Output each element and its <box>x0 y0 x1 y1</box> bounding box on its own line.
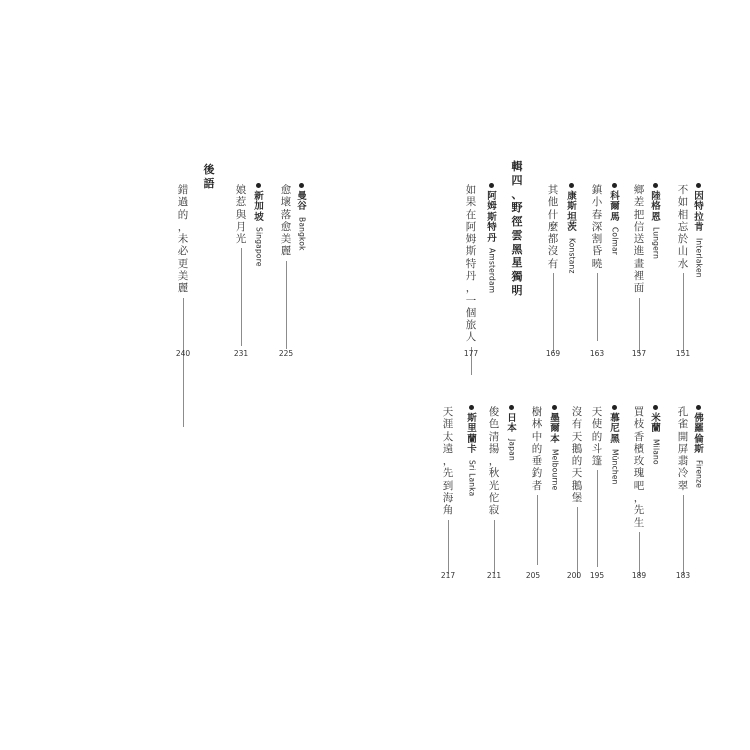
bullet-icon <box>696 405 701 410</box>
afterword-title: 後 語 <box>203 163 215 190</box>
toc-line-konstanz <box>545 184 561 353</box>
place-roman: München <box>610 449 620 485</box>
toc-entry-title: 錯 過 的 ， 未 必 更 美 麗 <box>177 184 189 295</box>
leader-rule <box>183 298 184 427</box>
toc-entry-title: 天 使 的 斗 篷 <box>591 406 603 468</box>
bullet-icon <box>612 405 617 410</box>
bullet-icon <box>256 183 261 188</box>
toc-entry-interlaken <box>691 183 707 277</box>
leader-rule <box>494 520 495 574</box>
toc-line-singapore <box>233 184 249 346</box>
page-number: 217 <box>440 571 456 580</box>
part4-heading-col <box>509 160 525 298</box>
page-number: 157 <box>631 349 647 358</box>
toc-line-srilanka <box>440 406 456 574</box>
leader-rule <box>448 520 449 574</box>
place-name: 墨 爾 本 <box>550 405 560 445</box>
place-roman: Melbourne <box>550 449 560 491</box>
toc-entry-title: 鎮 小 春 深 割 昏 曉 <box>591 184 603 270</box>
afterword-text-col <box>175 184 191 427</box>
toc-entry-title: 沒 有 天 鵝 的 天 鵝 堡 <box>571 406 583 504</box>
toc-entry-title: 愈 壞 落 愈 美 麗 <box>280 184 292 258</box>
page-number: 195 <box>589 571 605 580</box>
page-number: 205 <box>525 571 541 580</box>
toc-entry-konstanz <box>564 183 580 273</box>
toc-line-munchen-2 <box>569 406 585 578</box>
page-number: 200 <box>566 571 582 580</box>
toc-entry-title: 不 如 相 忘 於 山 水 <box>677 184 689 270</box>
toc-entry-title: 如 果 在 阿 姆 斯 特 丹 ， 一 個 旅 人 <box>465 184 477 344</box>
place-roman: Singapore <box>254 227 264 267</box>
toc-entry-bangkok <box>294 183 310 251</box>
toc-entry-title: 樹 林 中 的 垂 釣 者 <box>531 406 543 492</box>
bullet-icon <box>653 405 658 410</box>
place-name: 日 本 <box>507 405 517 435</box>
toc-entry-title: 買 枝 香 檳 玫 瑰 吧 ， 先 生 <box>633 406 645 529</box>
bullet-icon <box>569 183 574 188</box>
toc-entry-colmar <box>607 183 623 255</box>
toc-entry-japan <box>504 405 520 461</box>
toc-entry-munchen <box>607 405 623 485</box>
page-number: 177 <box>463 349 479 358</box>
toc-entry-title: 鄉 差 把 信 送 進 畫 裡 面 <box>633 184 645 295</box>
page-number: 231 <box>233 349 249 358</box>
page-number: 211 <box>486 571 502 580</box>
bullet-icon <box>653 183 658 188</box>
place-name: 佛 羅 倫 斯 <box>694 405 704 456</box>
toc-entry-milano <box>648 405 664 465</box>
toc-line-milano <box>631 406 647 576</box>
bullet-icon <box>612 183 617 188</box>
leader-rule <box>683 495 684 575</box>
toc-entry-title: 天 涯 太 遠 ， 先 到 海 角 <box>442 406 454 517</box>
page-number: 183 <box>675 571 691 580</box>
toc-line-munchen-1 <box>589 406 605 567</box>
place-name: 慕 尼 黑 <box>610 405 620 445</box>
toc-line-interlaken <box>675 184 691 352</box>
place-name: 康 斯 坦 茨 <box>567 183 577 234</box>
place-name: 陸 格 恩 <box>651 183 661 223</box>
toc-line-firenze <box>675 406 691 575</box>
place-roman: Milano <box>651 438 661 465</box>
toc-entry-title: 其 他 什 麼 都 沒 有 <box>547 184 559 270</box>
toc-entry-title: 俊 色 清 揚 ， 秋 光 佗 寂 <box>488 406 500 517</box>
bullet-icon <box>299 183 304 188</box>
page-number: 240 <box>175 349 191 358</box>
toc-entry-firenze <box>691 405 707 488</box>
bullet-icon <box>489 183 494 188</box>
place-roman: Amsterdam <box>487 248 497 294</box>
bullet-icon <box>509 405 514 410</box>
leader-rule <box>683 273 684 352</box>
place-roman: Japan <box>507 438 517 461</box>
place-roman: Sri Lanka <box>467 459 477 497</box>
toc-entry-title: 孔 雀 開 屏 翡 冷 翠 <box>677 406 689 492</box>
toc-line-japan <box>486 406 502 574</box>
leader-rule <box>639 298 640 354</box>
toc-line-colmar <box>589 184 605 341</box>
place-roman: Firenze <box>694 459 704 488</box>
leader-rule <box>553 273 554 353</box>
page-number: 225 <box>278 349 294 358</box>
leader-rule <box>537 495 538 565</box>
toc-line-bangkok <box>278 184 294 349</box>
toc-entry-lungern <box>648 183 664 259</box>
place-roman: Konstanz <box>567 237 577 274</box>
page-number: 189 <box>631 571 647 580</box>
toc-line-amsterdam <box>463 184 479 375</box>
toc-entry-singapore <box>251 183 267 267</box>
place-roman: Bangkok <box>297 216 307 251</box>
leader-rule <box>286 261 287 349</box>
toc-entry-amsterdam <box>484 183 500 294</box>
toc-entry-srilanka <box>464 405 480 496</box>
bullet-icon <box>469 405 474 410</box>
place-name: 斯 里 蘭 卡 <box>467 405 477 456</box>
place-roman: Colmar <box>610 227 620 256</box>
place-name: 曼 谷 <box>297 183 307 213</box>
bullet-icon <box>696 183 701 188</box>
page-number: 169 <box>545 349 561 358</box>
place-name: 阿 姆 斯 特 丹 <box>487 183 497 244</box>
leader-rule <box>241 248 242 346</box>
toc-line-melbourne <box>529 406 545 565</box>
place-name: 新 加 坡 <box>254 183 264 223</box>
leader-rule <box>577 507 578 578</box>
page-number: 151 <box>675 349 691 358</box>
toc-entry-title: 娘 惹 與 月 光 <box>235 184 247 246</box>
leader-rule <box>597 470 598 567</box>
place-name: 科 爾 馬 <box>610 183 620 223</box>
bullet-icon <box>552 405 557 410</box>
leader-rule <box>597 273 598 341</box>
place-roman: Interlaken <box>694 237 704 278</box>
toc-entry-melbourne <box>547 405 563 491</box>
leader-rule <box>639 532 640 576</box>
section-heading: 輯 四 、 野 徑 雲 黑 星 獨 明 <box>511 160 523 297</box>
toc-line-lungern <box>631 184 647 354</box>
page-number: 163 <box>589 349 605 358</box>
place-roman: Lungern <box>651 227 661 260</box>
place-name: 因 特 拉 肯 <box>694 183 704 234</box>
place-name: 米 蘭 <box>651 405 661 435</box>
afterword-heading-col <box>201 163 217 191</box>
